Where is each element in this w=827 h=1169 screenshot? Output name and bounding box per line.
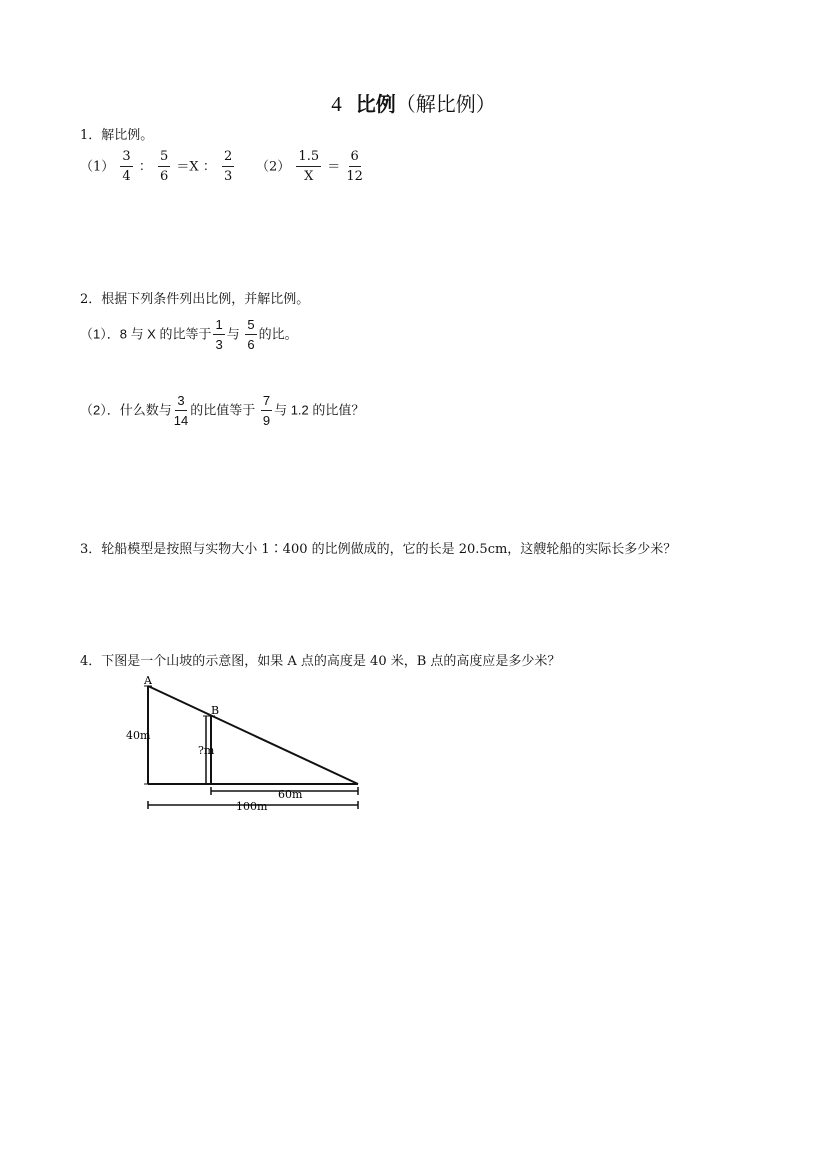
q2-part1 [80, 318, 298, 352]
numerator: 7 [261, 394, 272, 411]
title-main: 比例 [355, 92, 396, 116]
label-60m: 60m [278, 788, 303, 801]
numerator: 5 [158, 150, 170, 167]
slope-line [148, 686, 358, 784]
title-number: 4 [331, 92, 342, 116]
q4-text: 4．下图是一个山坡的示意图，如果 A 点的高度是 40 米，B 点的高度应是多少米？ [80, 654, 561, 669]
fraction [296, 150, 321, 184]
denominator: 6 [247, 337, 255, 352]
numerator: 2 [222, 150, 234, 167]
q2-p2-text: 的比值等于 [190, 402, 256, 418]
title-sub: （解比例） [395, 92, 496, 116]
label-height-b: ?m [198, 744, 215, 757]
q2-part2 [80, 394, 364, 428]
label-100m: 100m [236, 800, 268, 813]
denominator: 12 [346, 169, 363, 184]
fraction [346, 150, 363, 184]
fraction [261, 394, 272, 428]
q3-text: 3．轮船模型是按照与实物大小 1∶400 的比例做成的，它的长是 20.5cm，这艘轮船的实际长多少米？ [80, 542, 677, 557]
numerator: 3 [175, 394, 186, 411]
fraction [245, 318, 256, 352]
equals-sign: ＝ [327, 159, 341, 175]
numerator: 6 [349, 150, 361, 167]
numerator: 3 [120, 150, 132, 167]
fraction [222, 150, 234, 184]
fraction [120, 150, 132, 184]
denominator: 9 [262, 413, 271, 428]
q1-p1-label: （1） [80, 159, 115, 175]
fraction [158, 150, 170, 184]
denominator: 3 [215, 337, 223, 352]
q1-p2-label: （2） [256, 159, 291, 175]
label-b: B [211, 704, 220, 717]
label-height-a: 40m [126, 729, 151, 742]
q2-text: 2．根据下列条件列出比例，并解比例。 [80, 292, 310, 307]
denominator: 14 [173, 413, 189, 428]
q1-part1 [80, 150, 236, 184]
q2-p1-text: 的比。 [258, 326, 298, 342]
denominator: 6 [160, 169, 169, 184]
q2-p1-text: （1）．8 与 X 的比等于 [80, 326, 212, 342]
q2-p2-text: 与 1.2 的比值？ [274, 402, 365, 418]
denominator: 3 [223, 169, 233, 184]
fraction [174, 394, 188, 428]
ratio-sign: ： [138, 159, 152, 175]
label-a: A [144, 674, 152, 687]
denominator: X [304, 169, 314, 184]
numerator: 1.5 [296, 150, 321, 167]
page-title [0, 88, 827, 117]
equals-x: ＝X [176, 159, 199, 175]
slope-diagram [120, 672, 370, 817]
q2-p2-text: （2）．什么数与 [80, 402, 172, 418]
fraction [213, 318, 224, 352]
numerator: 1 [213, 318, 224, 335]
q1-part2 [256, 150, 365, 184]
q1-text: 1．解比例。 [80, 128, 154, 143]
q2-p1-text: 与 [226, 326, 240, 342]
numerator: 5 [245, 318, 256, 335]
denominator: 4 [122, 169, 131, 184]
ratio-sign: ： [202, 159, 216, 175]
